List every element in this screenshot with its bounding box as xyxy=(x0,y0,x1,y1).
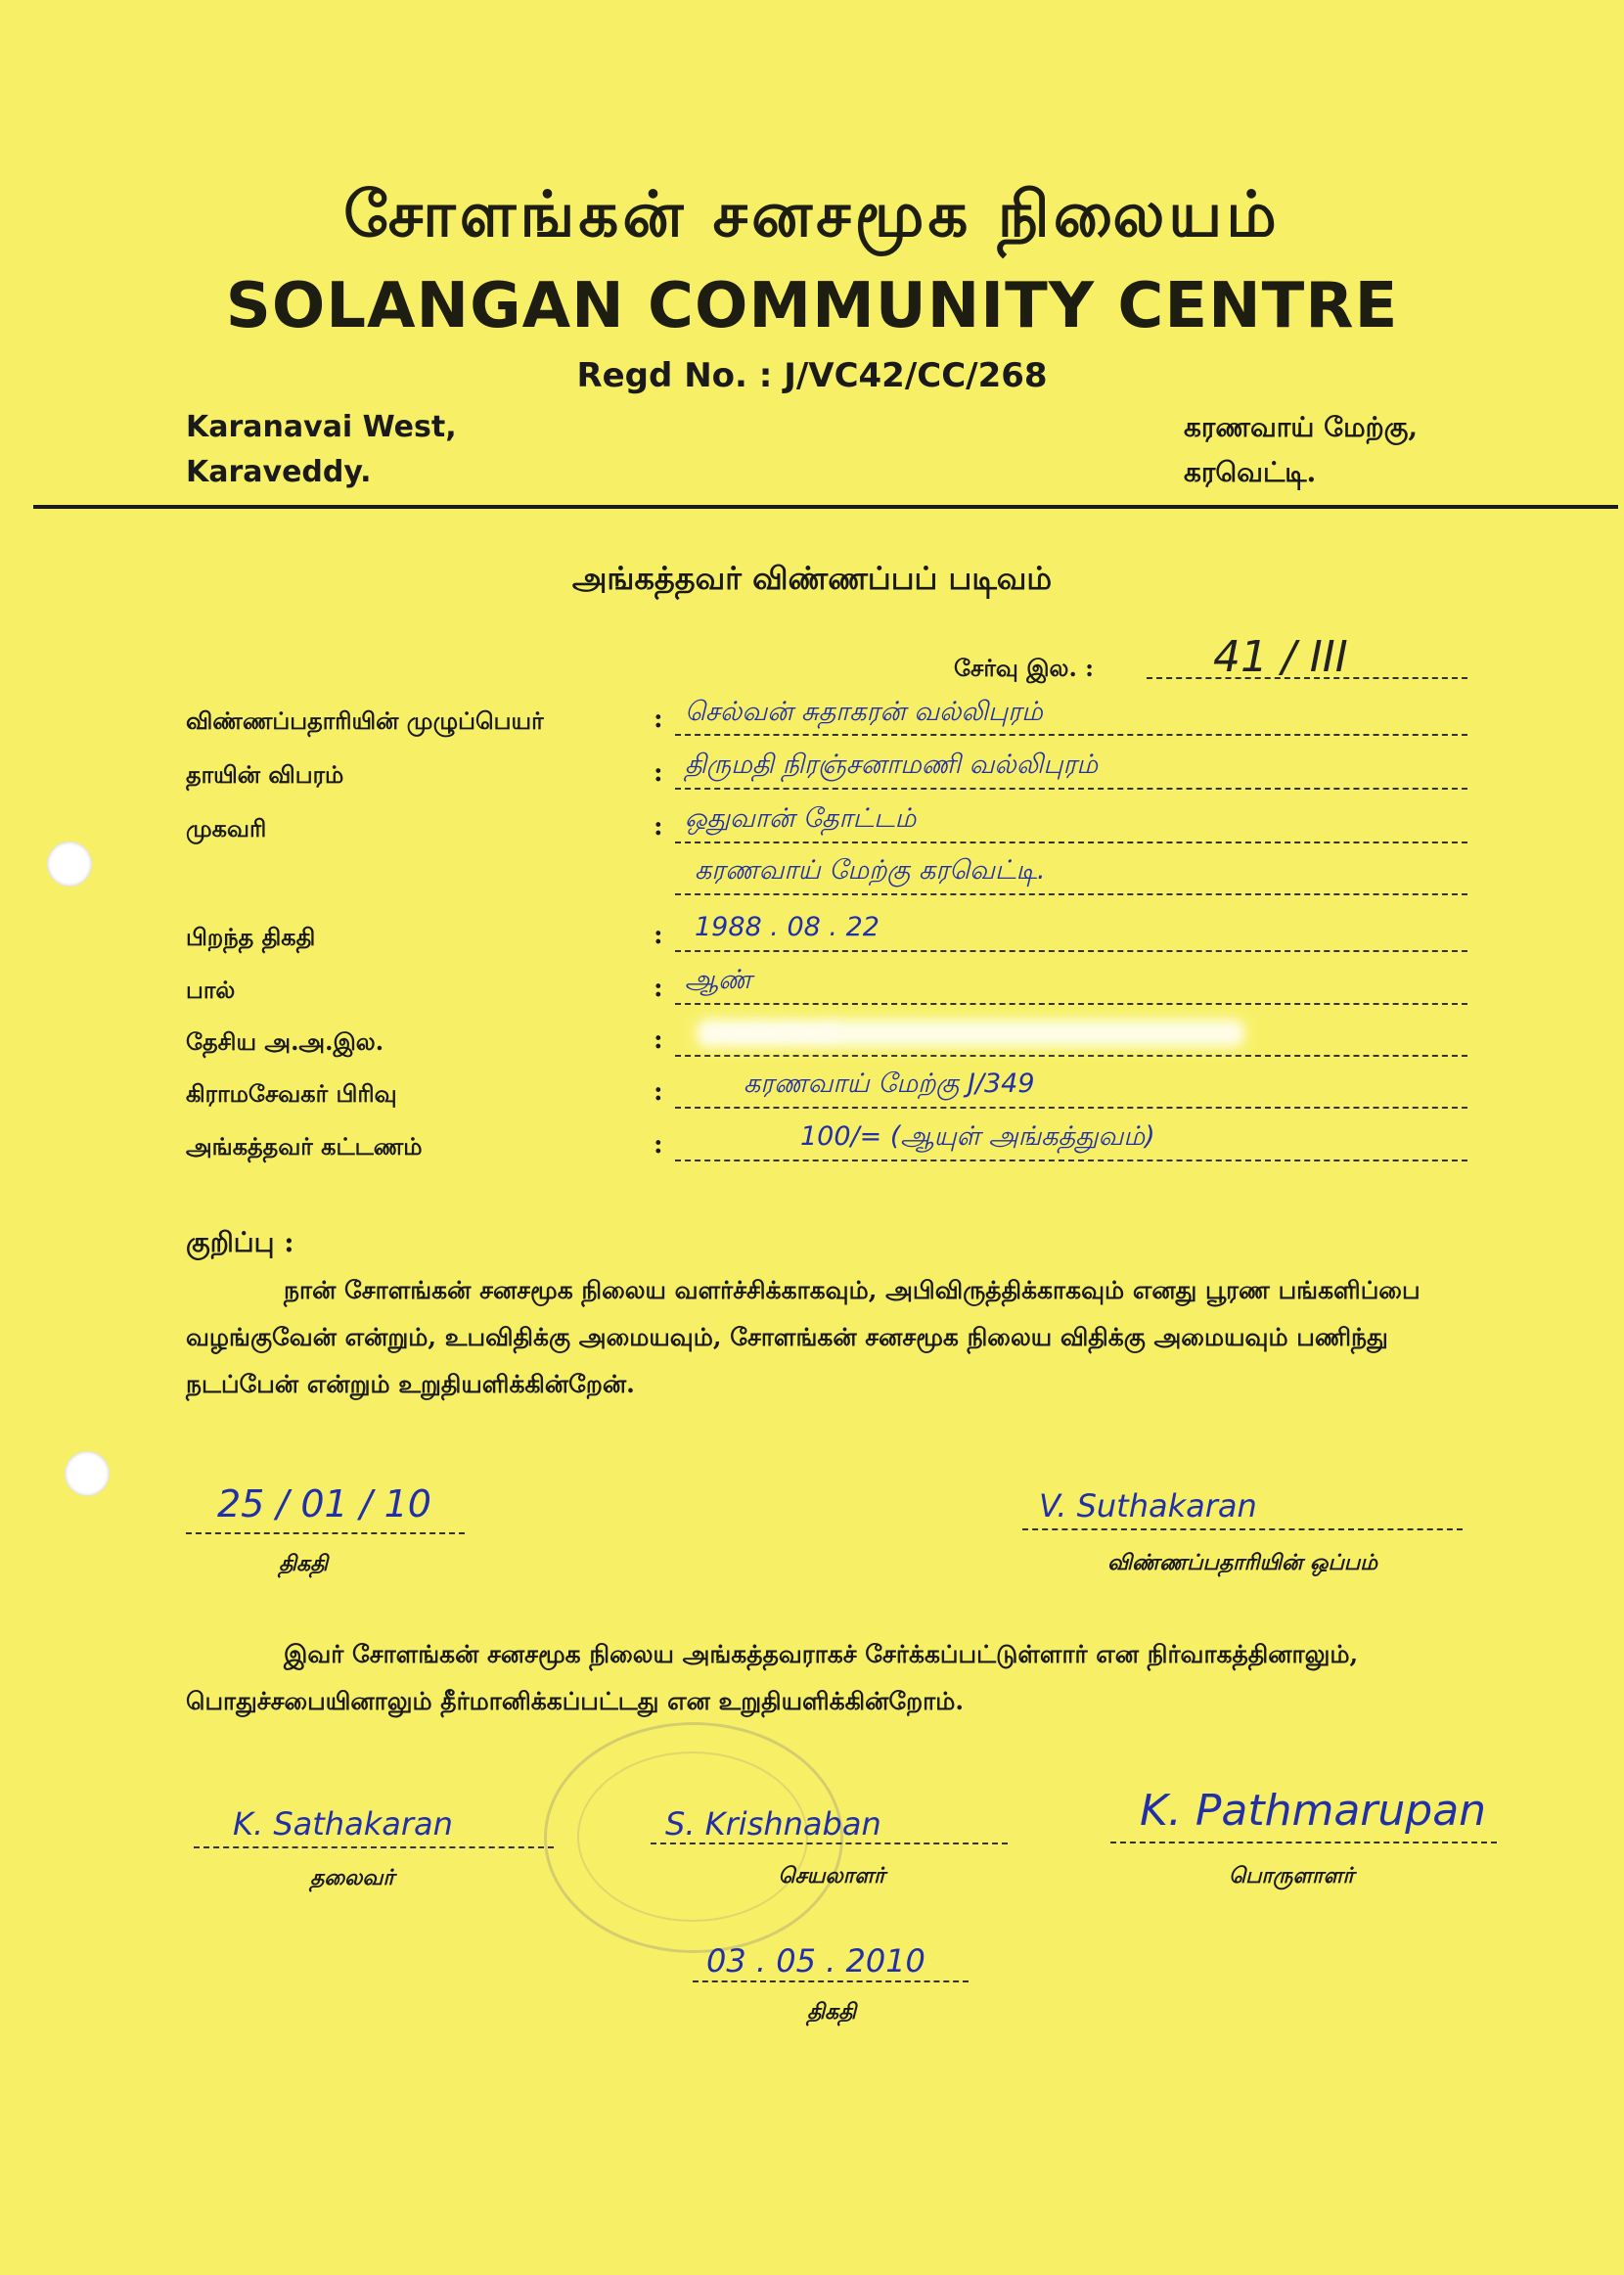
treasurer-signature-value: K. Pathmarupan xyxy=(1140,1786,1487,1836)
field-value-gender: ஆண் xyxy=(685,965,752,995)
field-colon-gn-division: : xyxy=(654,1077,663,1107)
field-value-gn-division: கரணவாய் மேற்கு J/349 xyxy=(744,1069,1035,1099)
final-date-line xyxy=(693,1980,969,1982)
org-title-english: SOLANGAN COMMUNITY CENTRE xyxy=(225,270,1399,342)
membership-number-value: 41 / III xyxy=(1213,632,1348,682)
applicant-signature-value: V. Suthakaran xyxy=(1039,1487,1257,1524)
form-title: அங்கத்தவர் விண்ணப்பப் படிவம் xyxy=(571,560,1053,597)
secretary-signature-line xyxy=(651,1843,1008,1844)
field-label-dob: பிறந்த திகதி xyxy=(186,923,316,951)
note-heading: குறிப்பு : xyxy=(186,1226,294,1258)
punch-hole-bottom xyxy=(65,1451,110,1496)
field-line-address xyxy=(675,842,1467,843)
field-label-membership-fee: அங்கத்தவர் கட்டணம் xyxy=(186,1132,423,1160)
field-value-address-2: கரணவாய் மேற்கு கரவெட்டி. xyxy=(695,855,1046,886)
field-label-fullname: விண்ணப்பதாரியின் முழுப்பெயர் xyxy=(186,706,544,735)
field-label-mother: தாயின் விபரம் xyxy=(186,760,344,789)
field-colon-gender: : xyxy=(654,974,663,1003)
address-tamil-line2: கரவெட்டி. xyxy=(1184,456,1317,488)
address-english-line2: Karaveddy. xyxy=(186,455,372,489)
field-colon-fullname: : xyxy=(654,705,663,734)
field-value-address: ஒதுவான் தோட்டம் xyxy=(685,803,917,834)
field-label-address: முகவரி xyxy=(186,814,267,842)
header-divider xyxy=(33,505,1618,509)
certification-text: இவர் சோளங்கன் சனசமூக நிலைய அங்கத்தவராகச் சேர்க்கப்பட்டுள்ளார் என நிர்வாகத்தினாலும், பொதுச்சபையினாலும் தீர்மானிக்கப்பட்டது என உறுதியளிக்கின்றோம். xyxy=(186,1640,1359,1715)
address-english xyxy=(186,405,457,495)
field-label-gender: பால் xyxy=(186,976,236,1004)
membership-number-label: சேர்வு இல. : xyxy=(954,654,1095,682)
final-date-value: 03 . 05 . 2010 xyxy=(706,1942,925,1979)
applicant-signature-line xyxy=(1022,1528,1463,1530)
registration-number: Regd No. : J/VC42/CC/268 xyxy=(576,356,1048,395)
applicant-date-line xyxy=(186,1532,465,1534)
punch-hole-top xyxy=(47,842,92,887)
president-signature-line xyxy=(194,1846,554,1848)
field-colon-dob: : xyxy=(654,921,663,950)
field-colon-address: : xyxy=(654,812,663,842)
field-colon-nic: : xyxy=(654,1025,663,1055)
field-line-fullname xyxy=(675,734,1467,736)
address-english-line1: Karanavai West, xyxy=(186,410,457,444)
applicant-date-label: திகதி xyxy=(278,1551,329,1576)
treasurer-label: பொருளாளர் xyxy=(1228,1863,1355,1888)
field-colon-membership-fee: : xyxy=(654,1130,663,1160)
field-colon-mother: : xyxy=(654,758,663,788)
secretary-signature-value: S. Krishnaban xyxy=(665,1805,881,1843)
org-title-tamil: சோளங்கன் சனசமூக நிலையம் xyxy=(343,178,1281,251)
field-line-address-2 xyxy=(675,893,1467,895)
field-value-membership-fee: 100/= (ஆயுள் அங்கத்துவம்) xyxy=(800,1121,1155,1152)
field-label-gn-division: கிராமசேவகர் பிரிவு xyxy=(186,1079,397,1108)
note-text: நான் சோளங்கன் சனசமூக நிலைய வளர்ச்சிக்காகவும், அபிவிருத்திக்காகவும் எனது பூரண பங்களிப்பை வழங்குவேன் என்றும், உபவிதிக்கு அமையவும், சோளங்கன் சனசமூக நிலைய விதிக்கு அமையவும் பணிந்து நடப்பேன் என்றும் உறுதியளிக்கின்றேன். xyxy=(186,1276,1421,1398)
field-line-membership-fee xyxy=(675,1160,1467,1161)
field-line-gn-division xyxy=(675,1107,1467,1109)
field-value-fullname: செல்வன் சுதாகரன் வல்லிபுரம் xyxy=(685,697,1043,727)
final-date-label: திகதி xyxy=(806,1999,857,2025)
field-value-dob: 1988 . 08 . 22 xyxy=(695,912,880,942)
field-value-mother: திருமதி நிரஞ்சனாமணி வல்லிபுரம் xyxy=(685,750,1099,780)
applicant-signature-label: விண்ணப்பதாரியின் ஒப்பம் xyxy=(1107,1550,1377,1575)
secretary-label: செயலாளர் xyxy=(778,1863,885,1888)
address-tamil xyxy=(1184,405,1418,495)
treasurer-signature-line xyxy=(1110,1842,1497,1843)
president-signature-value: K. Sathakaran xyxy=(233,1805,453,1843)
applicant-date-value: 25 / 01 / 10 xyxy=(217,1482,431,1525)
field-line-nic xyxy=(675,1055,1467,1057)
field-label-nic: தேசிய அ.அ.இல. xyxy=(186,1027,384,1056)
address-tamil-line1: கரணவாய் மேற்கு, xyxy=(1184,411,1419,443)
field-line-gender xyxy=(675,1003,1467,1005)
field-line-mother xyxy=(675,788,1467,790)
president-label: தலைவர் xyxy=(310,1865,394,1890)
field-value-nic: [redacted] xyxy=(704,1018,838,1047)
field-line-dob xyxy=(675,950,1467,952)
